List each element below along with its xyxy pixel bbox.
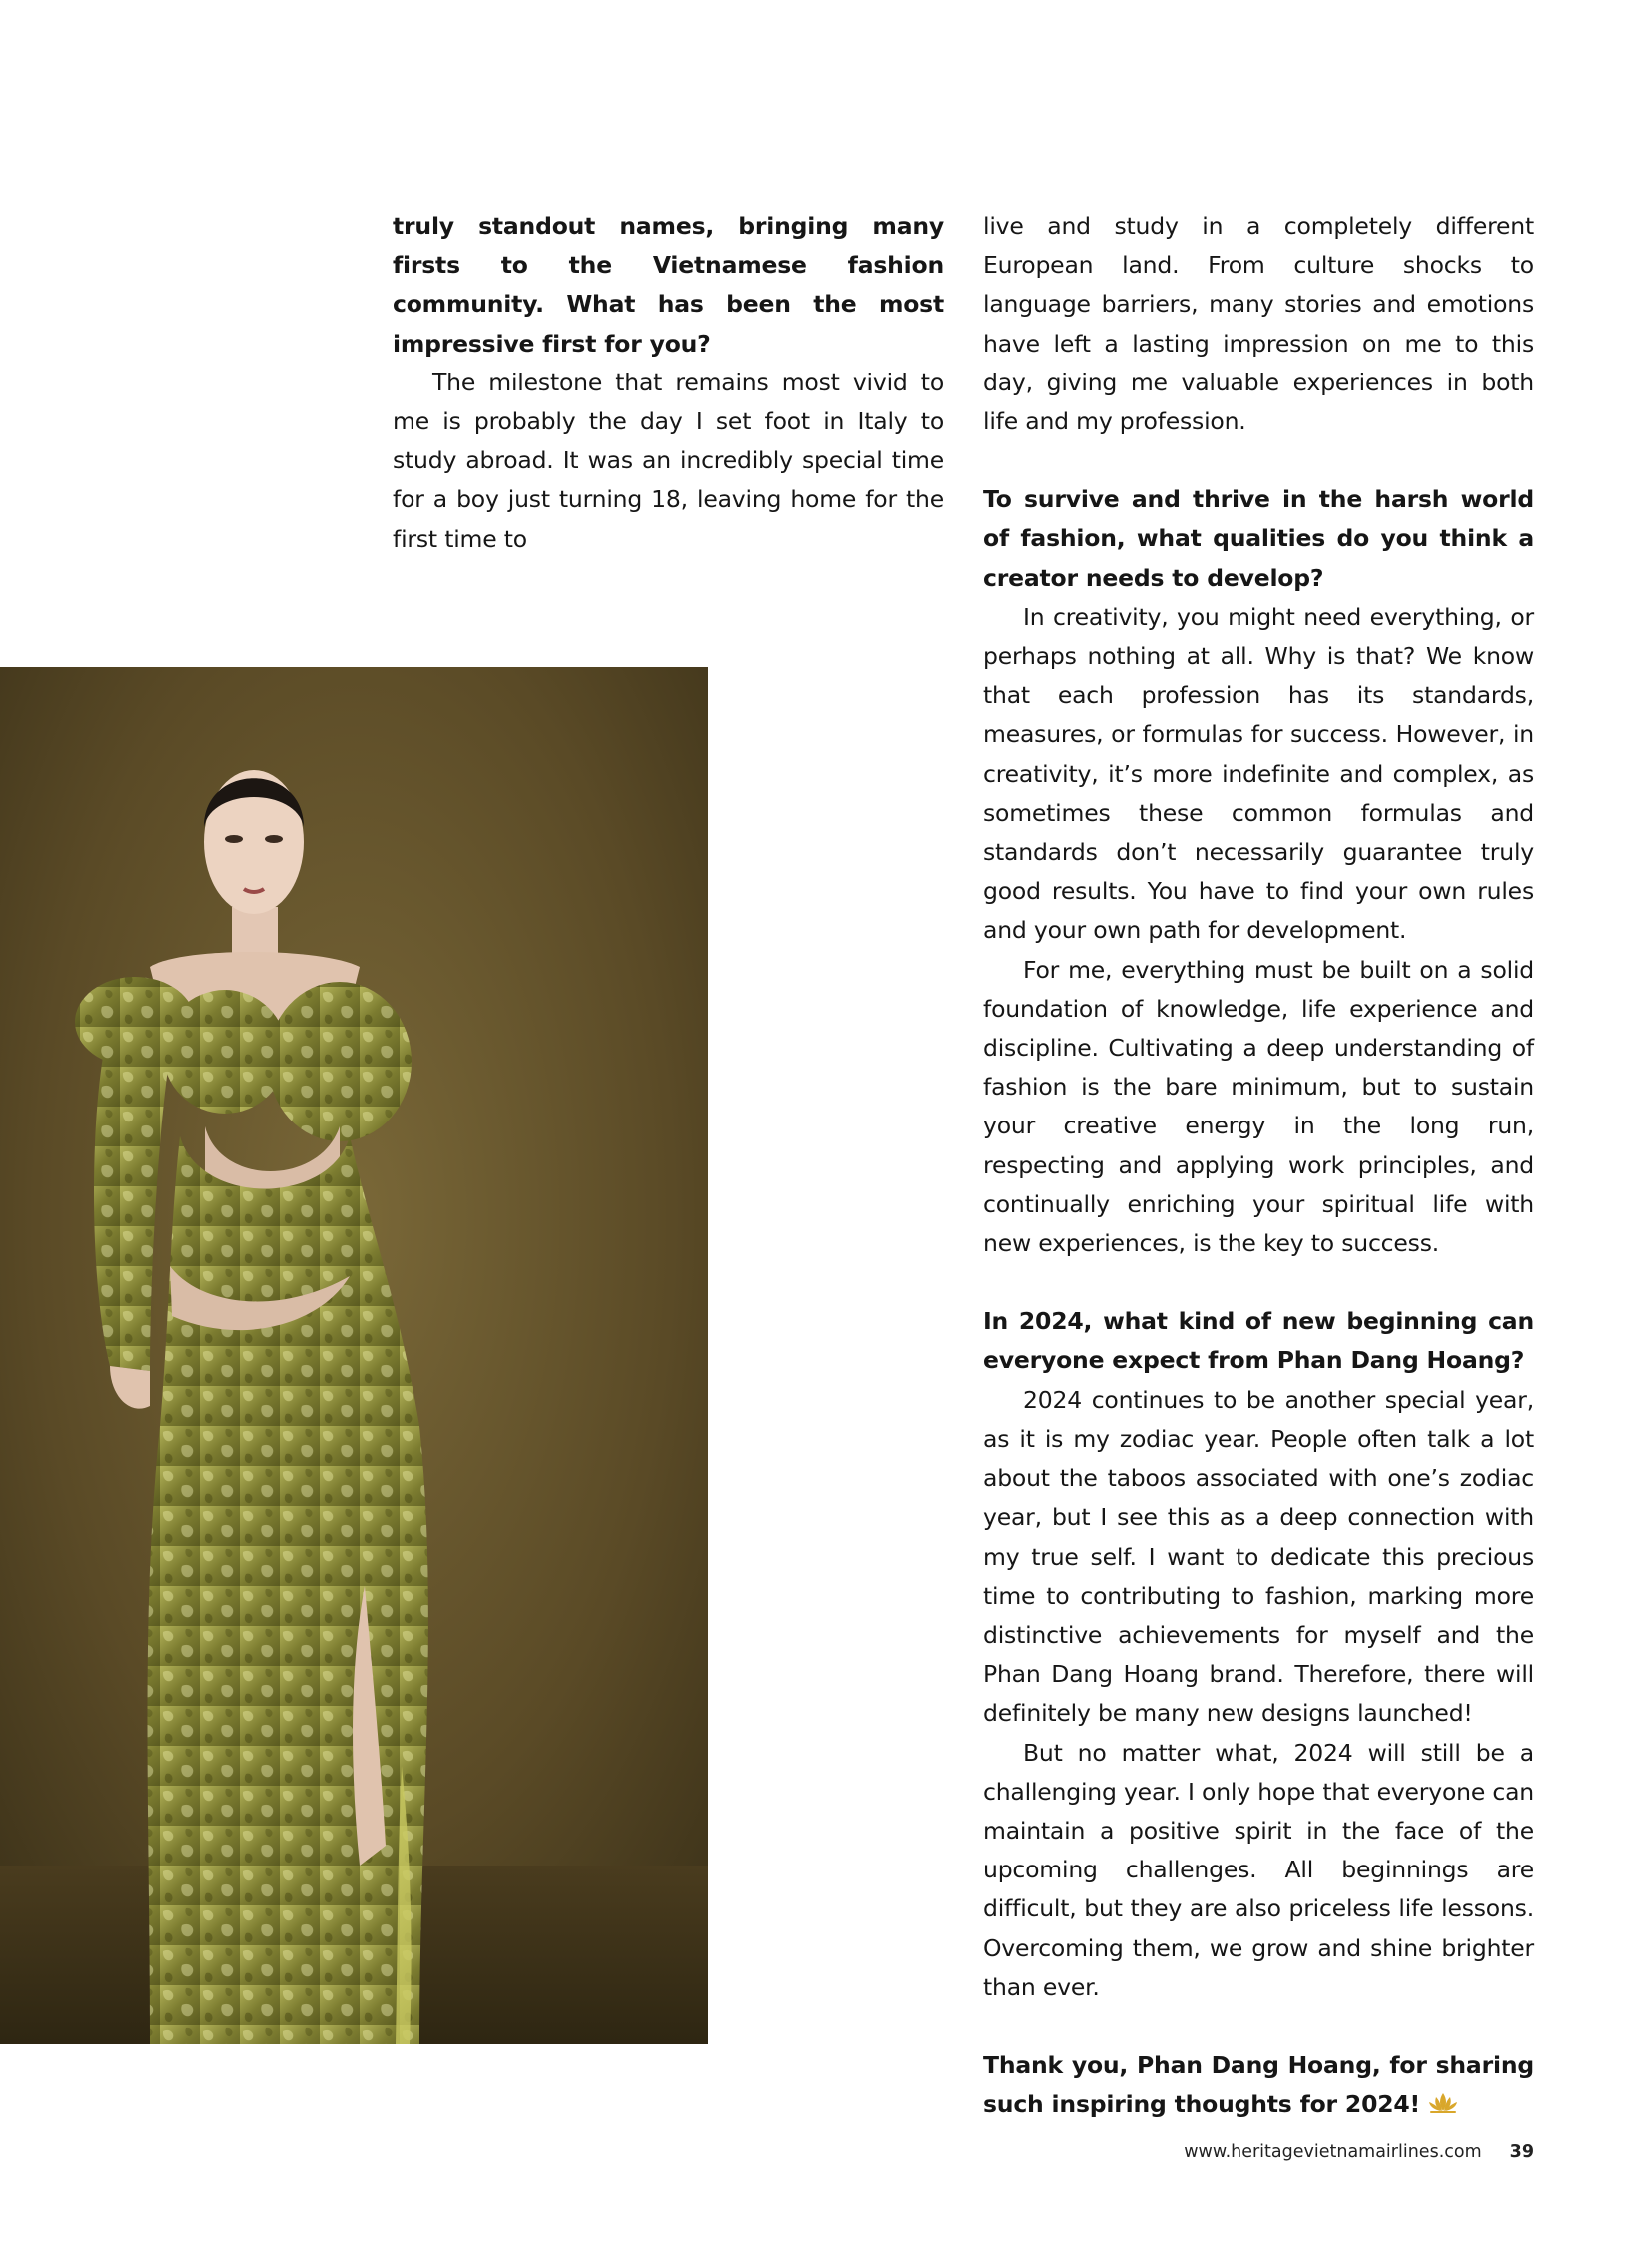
fashion-photo: [0, 667, 708, 2044]
model-in-velvet-gown-image: [0, 667, 708, 2044]
answer-2-paragraph-2: For me, everything must be built on a solid foundation of knowledge, life experience and discipline. Cultivating a deep understanding of fashion is the bare minimum, but to sustain your creative energy in the long run, respecting and applying work principles, and continually enriching your spiritual life with new experiences, is the key to success.: [983, 955, 1534, 1258]
page-footer: [1184, 2142, 1534, 2162]
interview-question-2: To survive and thrive in the harsh world of fashion, what qualities do you think a creator needs to develop?: [983, 485, 1534, 592]
closing-text: Thank you, Phan Dang Hoang, for sharing such inspiring thoughts for 2024!: [983, 2050, 1534, 2119]
left-text-column: [393, 207, 944, 559]
interview-question-continued: truly standout names, bringing many firsts to the Vietnamese fashion community. What has been the most impressive first for you?: [393, 212, 944, 358]
answer-3-paragraph-1: 2024 continues to be another special year, as it is my zodiac year. People often talk a lot about the taboos associated with one’s zodiac year, but I see this as a deep connection with my true self. I want to dedicate this precious time to contributing to fashion, marking more distinctive achievements for myself and the Phan Dang Hoang brand. Therefore, there will definitely be many new designs launched!: [983, 1385, 1534, 1728]
answer-paragraph: The milestone that remains most vivid to me is probably the day I set foot in Italy to study abroad. It was an incredibly special time for a boy just turning 18, leaving home for the first time to: [393, 368, 944, 553]
page-number: 39: [1509, 2142, 1534, 2162]
closing-remark: [983, 2046, 1534, 2124]
answer-2-paragraph-1: In creativity, you might need everything, or perhaps nothing at all. Why is that? We know that each profession has its standards, measures, or formulas for success. However, in creativity, it’s more indefinite and complex, as sometimes these common formulas and standards don’t necessarily guarantee truly good results. You have to find your own rules and your own path for development.: [983, 602, 1534, 945]
answer-3-paragraph-2: But no matter what, 2024 will still be a challenging year. I only hope that everyone can maintain a positive spirit in the face of the upcoming challenges. All beginnings are difficult, but they are also priceless life lessons. Overcoming them, we grow and shine brighter than ever.: [983, 1738, 1534, 2001]
paragraph-gap: [983, 2007, 1534, 2046]
lotus-icon: [1426, 2092, 1460, 2114]
paragraph-gap: [983, 441, 1534, 480]
interview-question-3: In 2024, what kind of new beginning can everyone expect from Phan Dang Hoang?: [983, 1307, 1534, 1375]
footer-url: www.heritagevietnamairlines.com: [1184, 2142, 1482, 2162]
paragraph-gap: [983, 1263, 1534, 1302]
answer-paragraph-continued: live and study in a completely different European land. From culture shocks to language barriers, many stories and emotions have left a lasting impression on me to this day, giving me valuable experiences in both life and my profession.: [983, 212, 1534, 436]
right-text-column: [983, 207, 1534, 2124]
